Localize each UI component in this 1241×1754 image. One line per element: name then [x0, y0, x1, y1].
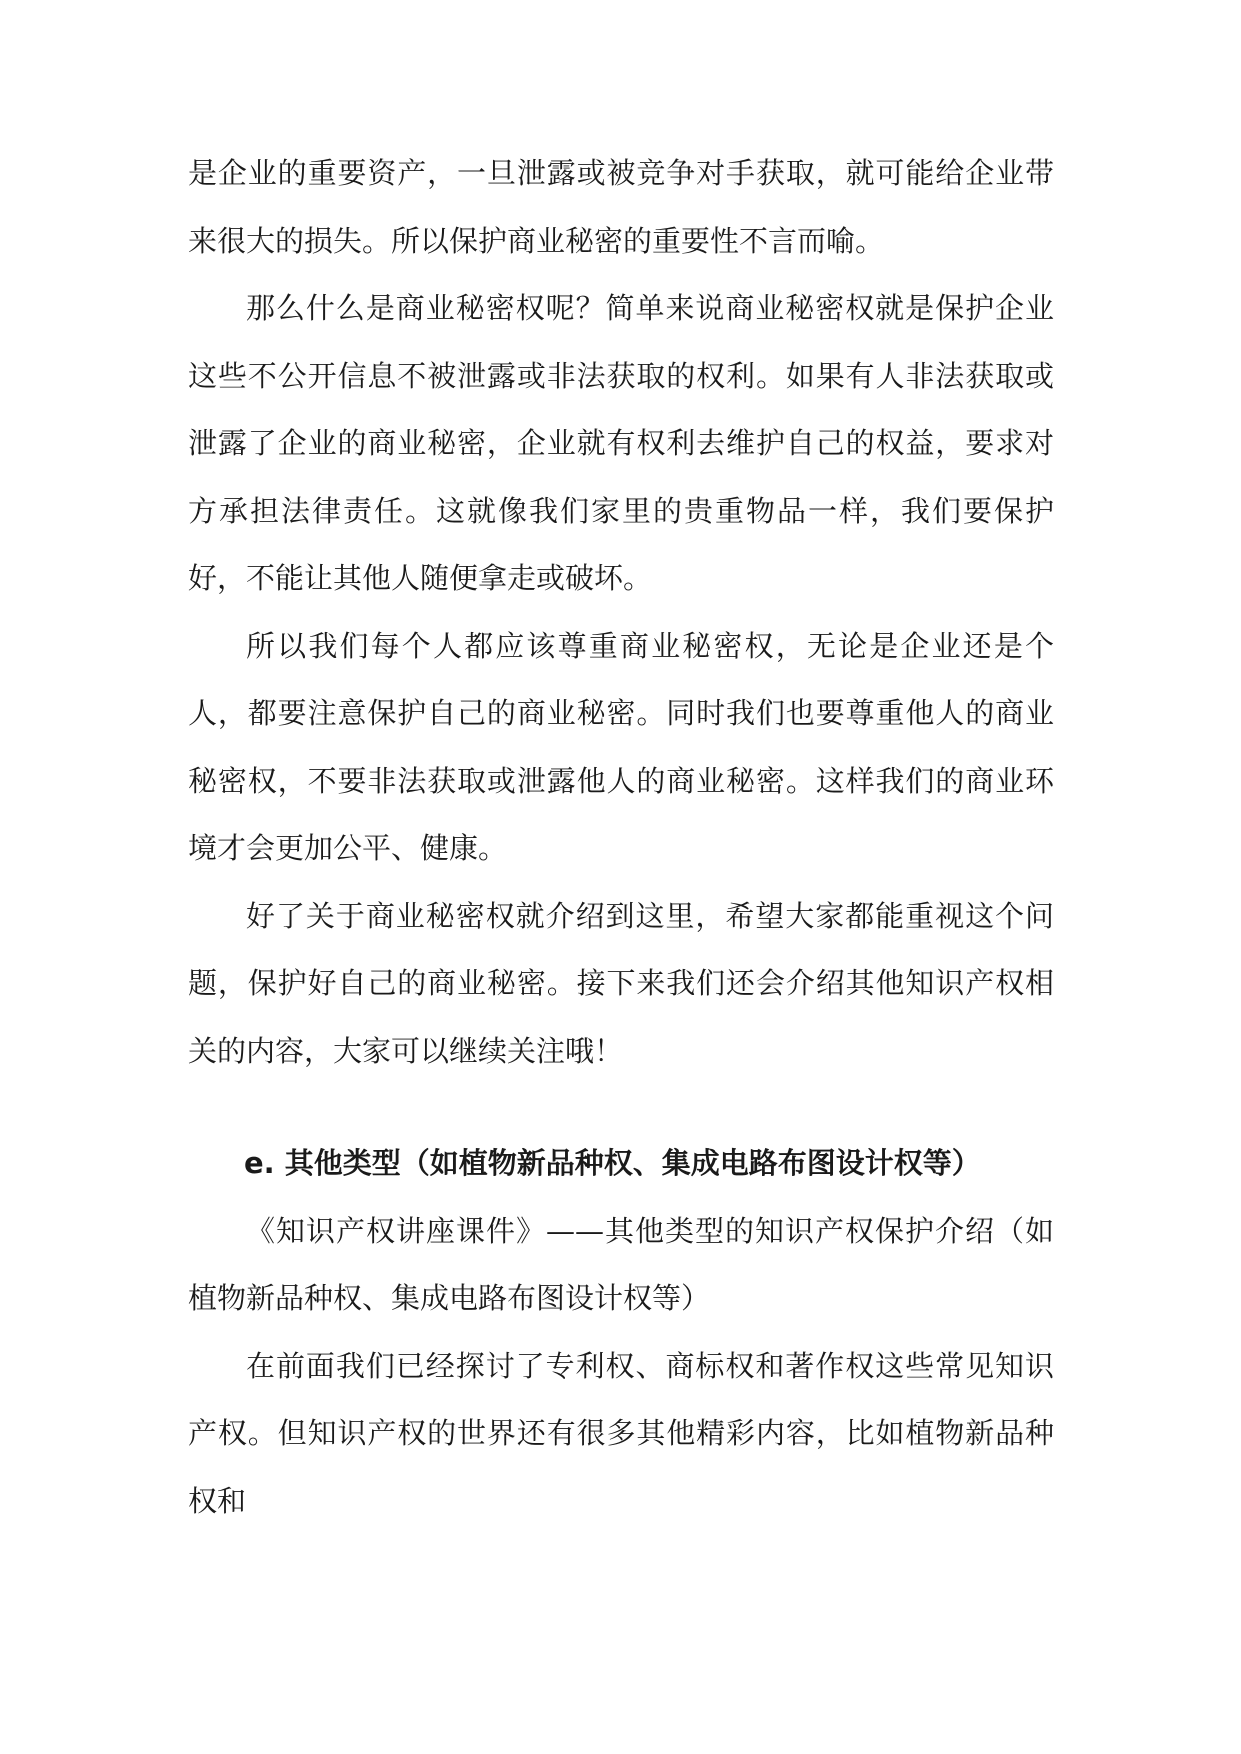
paragraph-section-body: 在前面我们已经探讨了专利权、商标权和著作权这些常见知识产权。但知识产权的世界还有很多其他精彩内容，比如植物新品种权和: [188, 1348, 1054, 1518]
paragraph-respect-trade-secrets: 所以我们每个人都应该尊重商业秘密权，无论是企业还是个人，都要注意保护自己的商业秘密。同时我们也要尊重他人的商业秘密权，不要非法获取或泄露他人的商业秘密。这样我们的商业环境才会更加公平、健康。: [188, 628, 1054, 865]
paragraph-section-intro: 《知识产权讲座课件》——其他类型的知识产权保护介绍（如植物新品种权、集成电路布图设计权等）: [188, 1213, 1054, 1315]
paragraph-trade-secret-definition: 那么什么是商业秘密权呢？简单来说商业秘密权就是保护企业这些不公开信息不被泄露或非法获取的权利。如果有人非法获取或泄露了企业的商业秘密，企业就有权利去维护自己的权益，要求对方承担法律责任。这就像我们家里的贵重物品一样，我们要保护好，不能让其他人随便拿走或破坏。: [188, 291, 1054, 595]
section-heading-other-types: e. 其他类型（如植物新品种权、集成电路布图设计权等）: [244, 1146, 981, 1180]
paragraph-conclusion: 好了关于商业秘密权就介绍到这里，希望大家都能重视这个问题，保护好自己的商业秘密。接下来我们还会介绍其他知识产权相关的内容，大家可以继续关注哦！: [188, 898, 1054, 1068]
document-body: [188, 140, 1054, 1535]
paragraph-continuation: 是企业的重要资产，一旦泄露或被竞争对手获取，就可能给企业带来很大的损失。所以保护商业秘密的重要性不言而喻。: [188, 156, 1054, 258]
